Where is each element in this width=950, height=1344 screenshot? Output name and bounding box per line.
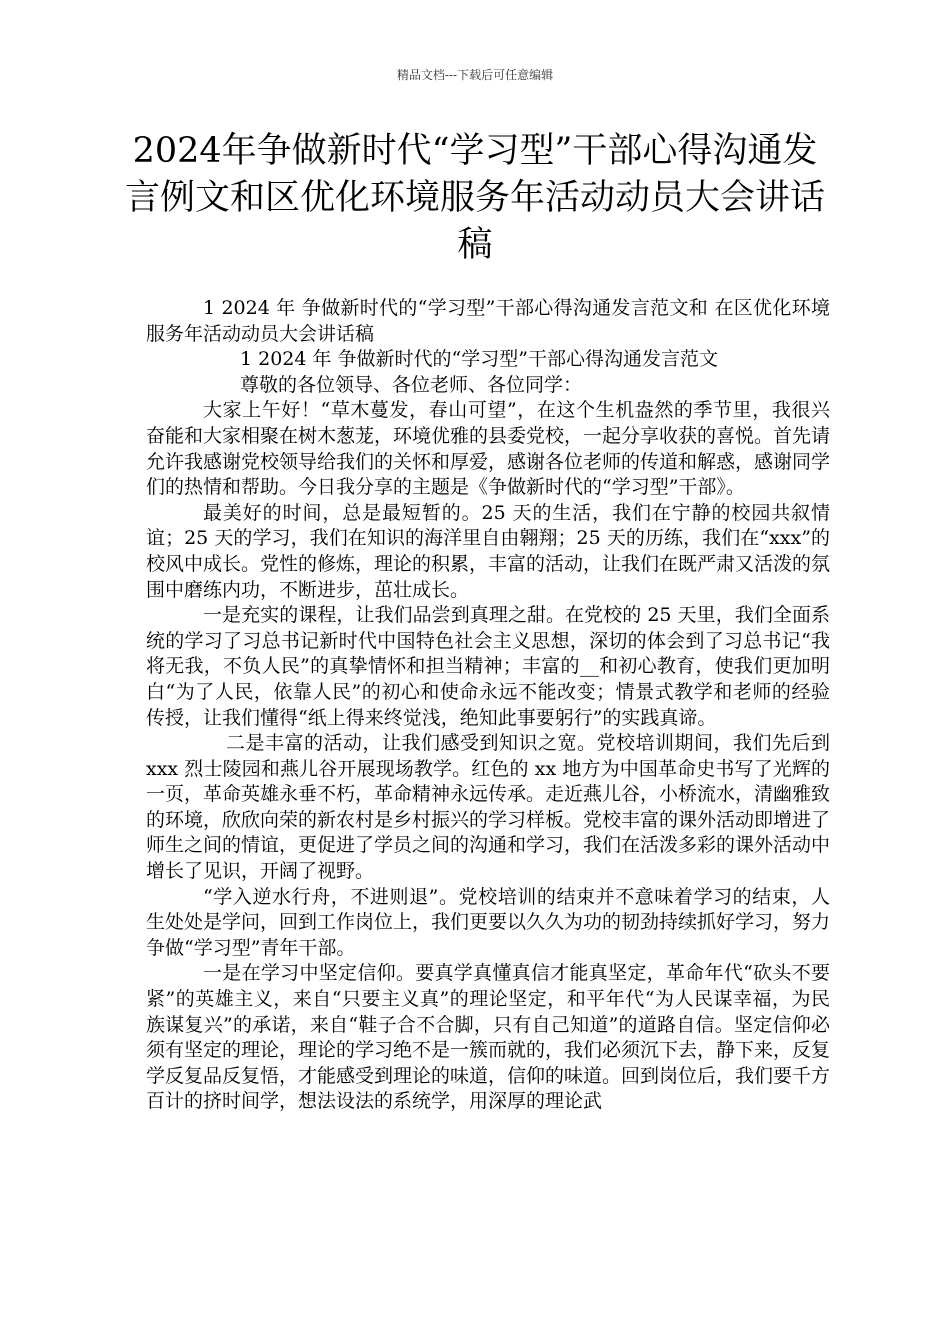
paragraph-learning: “学入逆水行舟，不进则退”。党校培训的结束并不意味着学习的结束，人生处处是学问，回到工作岗位上，我们更要以久久为功的韧劲持续抓好学习，努力争做“学习型”青年干部。 [146,885,831,959]
paragraph-salutation: 尊敬的各位领导、各位老师、各位同学： [240,373,583,396]
paragraph-activities: 二是丰富的活动，让我们感受到知识之宽。党校培训期间，我们先后到 xxx 烈士陵园和燕儿谷开展现场教学。红色的 xx 地方为中国革命史书写了光辉的一页，革命英雄永垂不朽，革命精神永远传承。走近燕儿谷，小桥流水，清幽雅致的环境，欣欣向荣的新农村是乡村振兴的学习样板。党校丰富的课外活动即增进了师生之间的情谊，更促进了学员之间的沟通和学习，我们在活泼多彩的课外活动中增长了见识，开阔了视野。 [146,732,831,883]
paragraph-belief: 一是在学习中坚定信仰。要真学真懂真信才能真坚定，革命年代“砍头不要紧”的英雄主义，来自“只要主义真”的理论坚定，和平年代“为人民谋幸福，为民族谋复兴”的承诺，来自“鞋子合不合脚，只有自己知道”的道路自信。坚定信仰必须有坚定的理论，理论的学习绝不是一簇而就的，我们必须沉下去，静下来，反复学反复品反复悟，才能感受到理论的味道，信仰的味道。回到岗位后，我们要千方百计的挤时间学，想法设法的系统学，用深厚的理论武 [146,962,831,1113]
header-note: 精品文档---下载后可任意编辑 [396,68,554,82]
paragraph-intro: 1 2024 年 争做新时代的“学习型”干部心得沟通发言范文和 在区优化环境服务年活动动员大会讲话稿 [146,297,830,345]
paragraph-time: 最美好的时间，总是最短暂的。25 天的生活，我们在宁静的校园共叙情谊；25 天的学习，我们在知识的海洋里自由翱翔；25 天的历练，我们在“xxx”的校风中成长。党性的修炼，理论的积累，丰富的活动，让我们在既严肃又活泼的氛围中磨练内功，不断进步，茁壮成长。 [146,501,831,601]
paragraph-greeting: 大家上午好！“草木蔓发，春山可望”，在这个生机盎然的季节里，我很兴奋能和大家相聚在树木葱茏，环境优雅的县委党校，一起分享收获的喜悦。首先请允许我感谢党校领导给我们的关怀和厚爱，感谢各位老师的传道和解惑，感谢同学们的热情和帮助。今日我分享的主题是《争做新时代的“学习型”干部》。 [146,399,831,499]
document-body [146,296,830,1115]
paragraph-courses: 一是充实的课程，让我们品尝到真理之甜。在党校的 25 天里，我们全面系统的学习了习总书记新时代中国特色社会主义思想，深切的体会到了习总书记“我将无我，不负人民”的真挚情怀和担当精神；丰富的__和初心教育，使我们更加明白“为了人民，依靠人民”的初心和使命永远不能改变；情景式教学和老师的经验传授，让我们懂得“纸上得来终觉浅，绝知此事要躬行”的实践真谛。 [146,604,830,729]
document-title: 2024年争做新时代“学习型”干部心得沟通发言例文和区优化环境服务年活动动员大会讲话稿 [124,131,825,265]
paragraph-subtitle: 1 2024 年 争做新时代的“学习型”干部心得沟通发言范文 [240,348,718,371]
